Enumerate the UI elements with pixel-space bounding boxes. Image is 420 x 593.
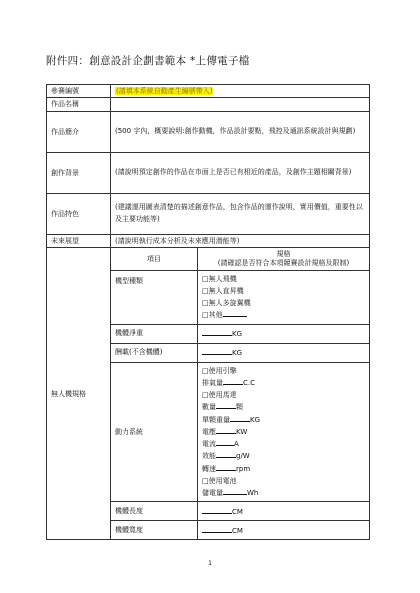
future-label: 未來展望 bbox=[47, 234, 111, 247]
unit-weight-line bbox=[202, 414, 365, 426]
team-id-label: 參賽編號 bbox=[47, 85, 111, 98]
row-work-name bbox=[47, 98, 370, 111]
engine-option[interactable]: □使用引擎 bbox=[202, 366, 237, 375]
net-weight-unit: KG bbox=[232, 330, 243, 339]
current-blank[interactable] bbox=[216, 438, 234, 446]
page-title: 附件四：創意設計企劃書範本 *上傳電子檔 bbox=[46, 55, 250, 67]
count-blank[interactable] bbox=[216, 401, 236, 409]
page-number: 1 bbox=[208, 560, 212, 567]
battery-option[interactable]: □使用電池 bbox=[202, 476, 237, 485]
row-spec-header bbox=[47, 248, 370, 271]
item-header: 項目 bbox=[111, 248, 198, 271]
payload-cell bbox=[198, 343, 370, 362]
spec-header bbox=[198, 248, 370, 271]
displacement-unit: C.C bbox=[243, 378, 256, 387]
team-id-placeholder: (請填本系統自動產生編號帶入) bbox=[116, 87, 213, 95]
payload-label: 酬載(不含機體) bbox=[111, 343, 198, 362]
background-label: 創作背景 bbox=[47, 152, 111, 193]
team-id-cell[interactable] bbox=[111, 85, 370, 98]
displacement-line bbox=[202, 377, 365, 389]
length-label: 機體長度 bbox=[111, 502, 198, 521]
proposal-form-table bbox=[46, 84, 370, 540]
displacement-label: 排氣量 bbox=[202, 378, 223, 387]
spec-header-title: 規格 bbox=[276, 250, 291, 259]
width-label: 機體寬度 bbox=[111, 521, 198, 540]
capacity-blank[interactable] bbox=[223, 487, 247, 495]
displacement-blank[interactable] bbox=[223, 377, 243, 385]
count-line bbox=[202, 401, 365, 413]
aircraft-type-options bbox=[198, 270, 370, 324]
speed-unit: rpm bbox=[236, 464, 251, 473]
row-background bbox=[47, 152, 370, 193]
other-blank[interactable] bbox=[223, 309, 247, 317]
work-name-label: 作品名稱 bbox=[47, 98, 111, 111]
count-label: 數量 bbox=[202, 403, 216, 412]
count-unit: 顆 bbox=[236, 403, 243, 412]
speed-blank[interactable] bbox=[216, 463, 236, 471]
features-field[interactable]: (建議運用圖表清楚的描述創意作品，包含作品的運作說明，實用價值，重要性以及主要功能等) bbox=[111, 193, 370, 234]
capacity-label: 儲電量 bbox=[202, 489, 223, 498]
width-unit: CM bbox=[232, 527, 243, 536]
efficiency-label: 效能 bbox=[202, 452, 216, 461]
capacity-line bbox=[202, 487, 365, 499]
unit-weight-unit: KG bbox=[250, 415, 261, 424]
current-line bbox=[202, 438, 365, 450]
capacity-unit: Wh bbox=[247, 489, 259, 498]
net-weight-blank[interactable] bbox=[202, 328, 232, 336]
current-unit: A bbox=[234, 440, 239, 449]
background-field[interactable]: (請說明預定創作的作品在市面上是否已有相近的產品，及創作主題相關背景) bbox=[111, 152, 370, 193]
option-multirotor[interactable]: □無人多旋翼機 bbox=[202, 299, 251, 308]
voltage-unit: KW bbox=[236, 427, 248, 436]
length-cell bbox=[198, 502, 370, 521]
current-label: 電流 bbox=[202, 440, 216, 449]
power-system-cell bbox=[198, 362, 370, 502]
option-other[interactable] bbox=[202, 309, 365, 321]
row-future bbox=[47, 234, 370, 247]
length-unit: CM bbox=[232, 508, 243, 517]
speed-label: 轉速 bbox=[202, 464, 216, 473]
voltage-blank[interactable] bbox=[216, 426, 236, 434]
unit-weight-blank[interactable] bbox=[230, 414, 250, 422]
future-field[interactable]: (請說明執行成本分析及未來應用潛能等) bbox=[111, 234, 370, 247]
efficiency-blank[interactable] bbox=[216, 450, 236, 458]
motor-option[interactable]: □使用馬達 bbox=[202, 391, 237, 400]
payload-unit: KG bbox=[232, 349, 243, 358]
row-team-id bbox=[47, 85, 370, 98]
power-system-label: 動力系統 bbox=[111, 362, 198, 502]
unit-weight-label: 單顆重量 bbox=[202, 415, 230, 424]
length-blank[interactable] bbox=[202, 506, 232, 514]
row-intro bbox=[47, 111, 370, 152]
aircraft-type-label: 機型種類 bbox=[111, 270, 198, 324]
row-features bbox=[47, 193, 370, 234]
work-name-field[interactable] bbox=[111, 98, 370, 111]
efficiency-unit: g/W bbox=[236, 452, 250, 461]
efficiency-line bbox=[202, 450, 365, 462]
option-unmanned-helicopter[interactable]: □無人直昇機 bbox=[202, 286, 244, 295]
option-unmanned-aircraft[interactable]: □無人飛機 bbox=[202, 274, 237, 283]
speed-line bbox=[202, 463, 365, 475]
width-cell bbox=[198, 521, 370, 540]
intro-label: 作品簡介 bbox=[47, 111, 111, 152]
voltage-line bbox=[202, 426, 365, 438]
voltage-label: 電壓 bbox=[202, 427, 216, 436]
intro-field[interactable]: (500 字內，概要說明:創作動機，作品設計要點，飛控及通訊系統設計與規劃) bbox=[111, 111, 370, 152]
net-weight-label: 機體淨重 bbox=[111, 324, 198, 343]
features-label: 作品特色 bbox=[47, 193, 111, 234]
spec-header-note: (請確認是否符合本項競賽設計規格及限制) bbox=[217, 258, 350, 267]
net-weight-cell bbox=[198, 324, 370, 343]
width-blank[interactable] bbox=[202, 525, 232, 533]
option-other-label: □其他 bbox=[202, 311, 223, 320]
uav-spec-label: 無人機規格 bbox=[47, 248, 111, 540]
payload-blank[interactable] bbox=[202, 347, 232, 355]
